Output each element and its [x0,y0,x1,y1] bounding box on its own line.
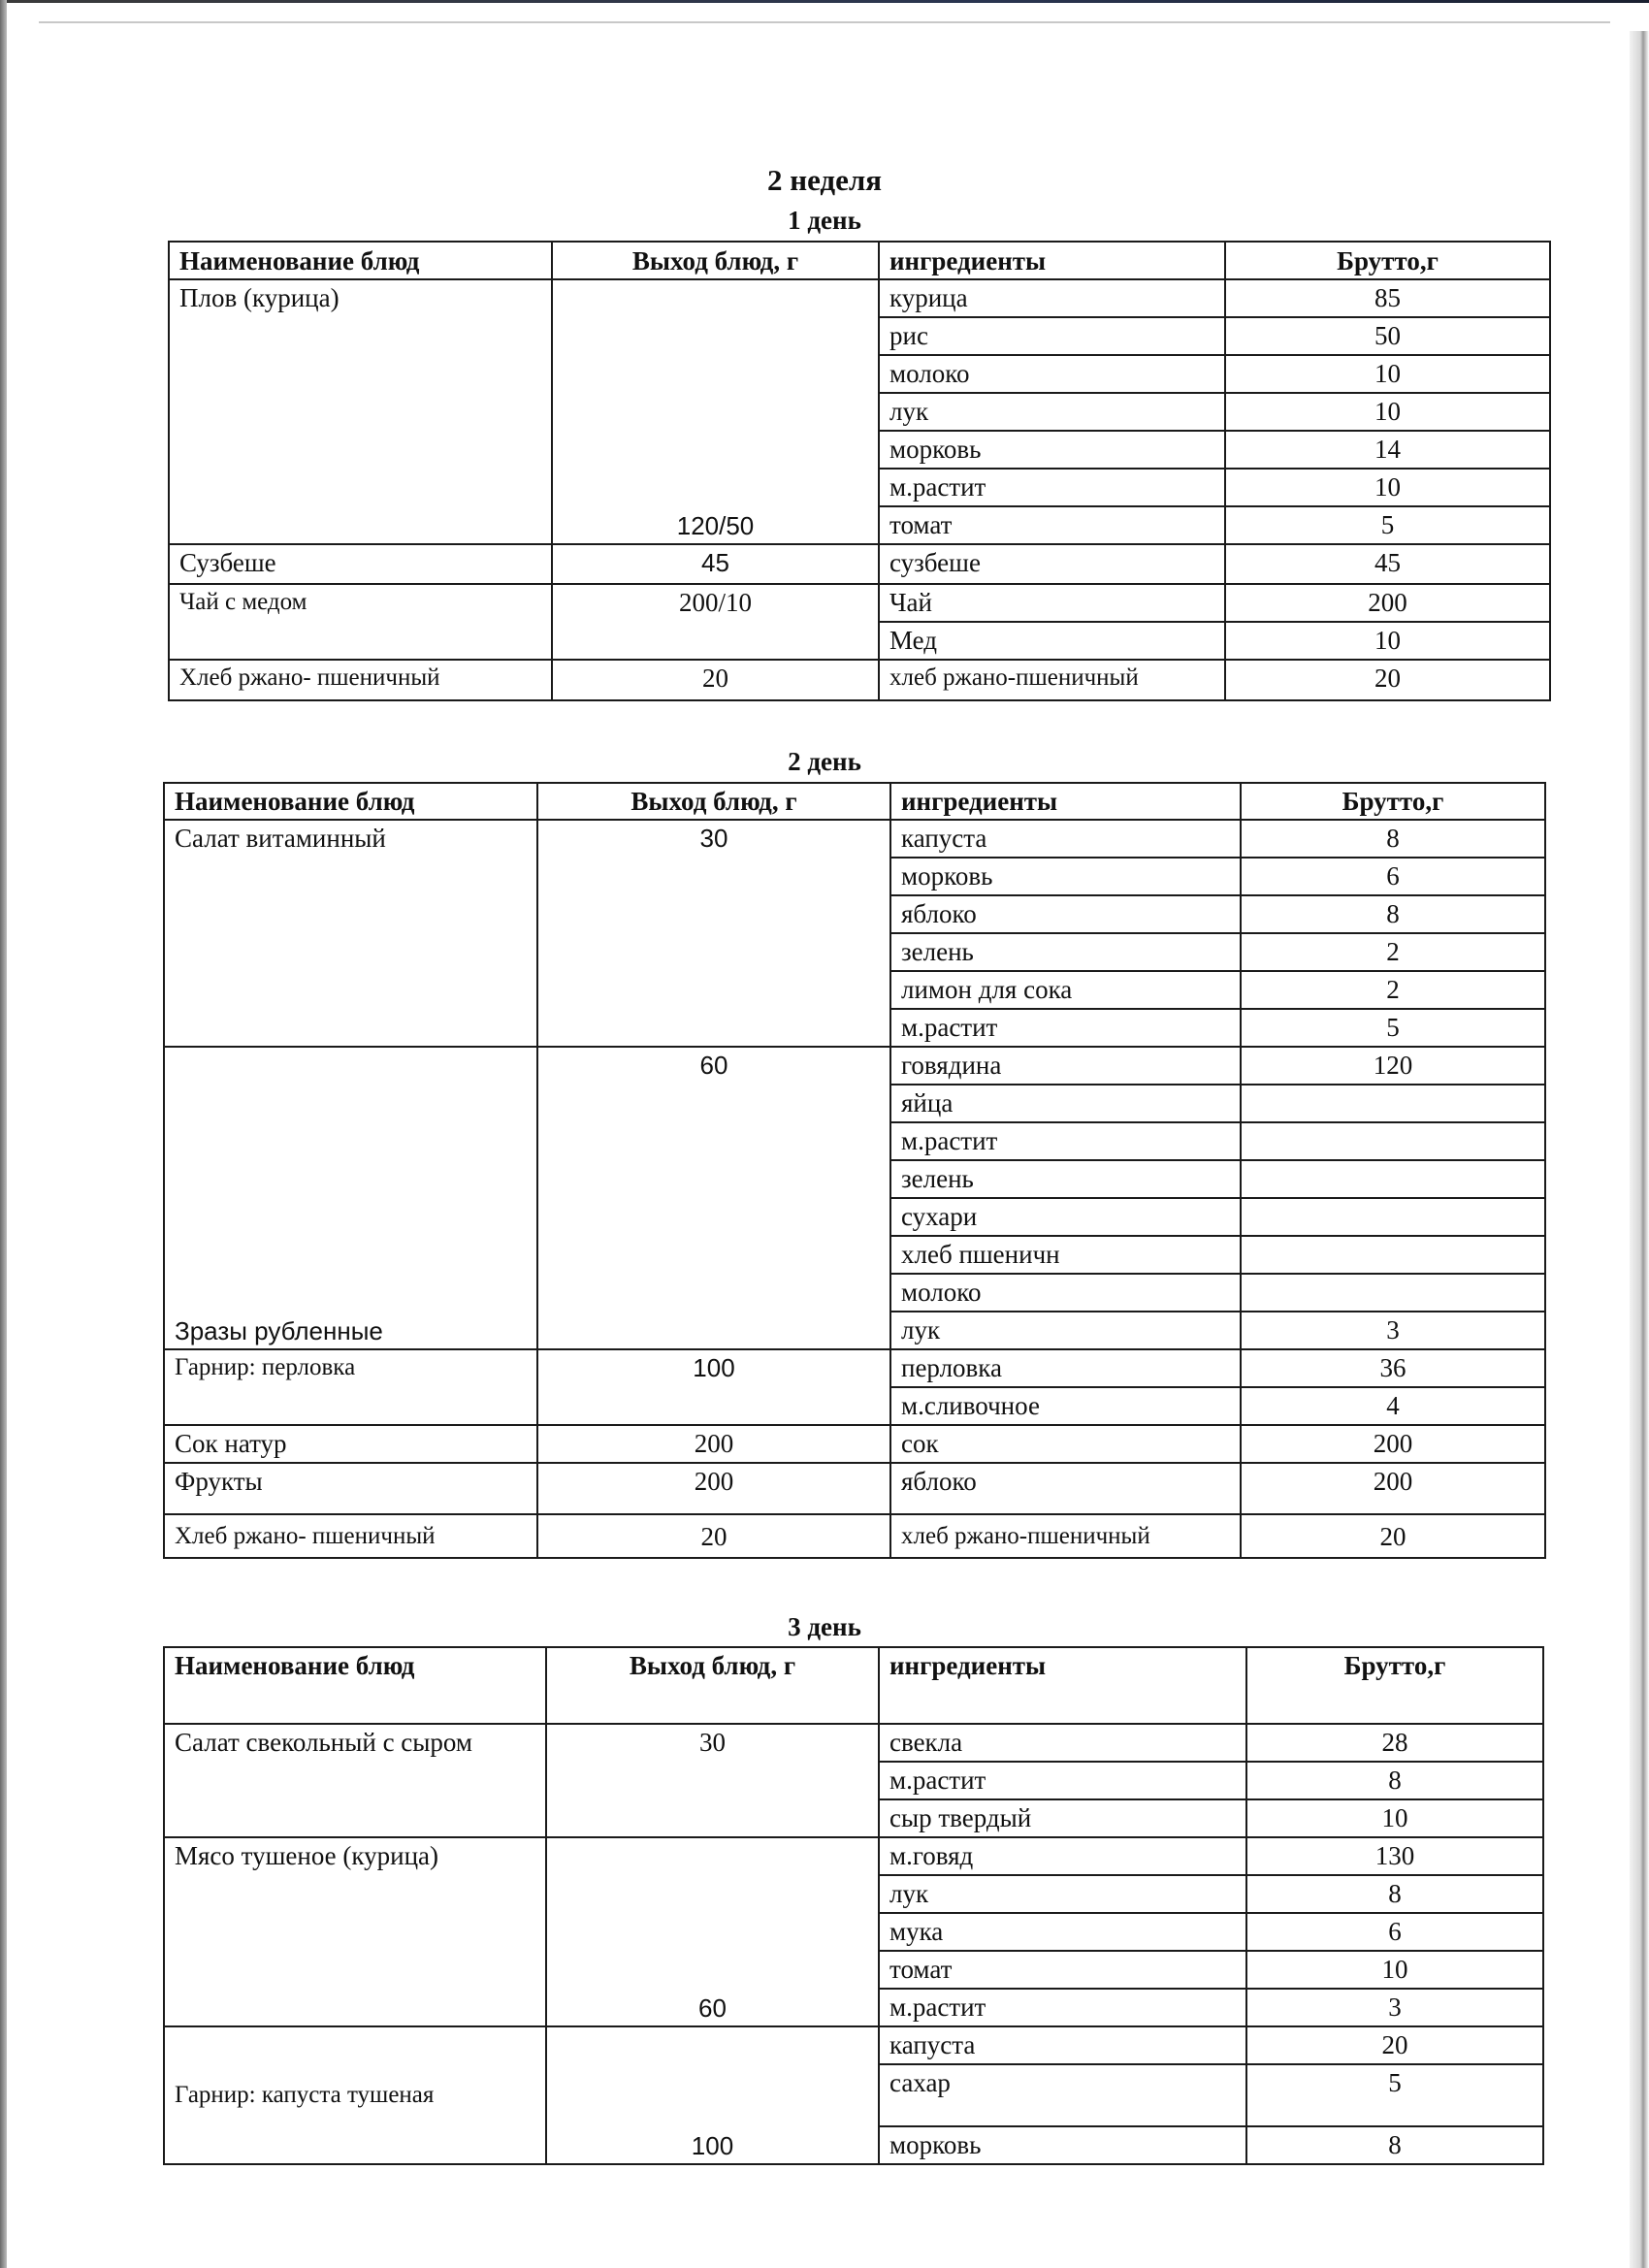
ingredient-brutto: 28 [1246,1724,1543,1762]
dish-name: Салат витаминный [164,820,537,1047]
ingredient-brutto [1241,1274,1545,1312]
header-yield: Выход блюд, г [546,1647,879,1724]
day-3-table [163,1646,1544,2165]
scan-top-band [0,0,1649,3]
ingredient-brutto: 6 [1241,858,1545,895]
ingredient-name: м.растит [879,469,1225,506]
ingredient-brutto: 10 [1246,1951,1543,1989]
dish-yield: 200/10 [552,584,879,660]
ingredient-name: яблоко [890,895,1241,933]
header-yield: Выход блюд, г [552,242,879,279]
ingredient-name: м.растит [879,1989,1246,2026]
ingredient-brutto: 36 [1241,1349,1545,1387]
ingredient-name: Чай [879,584,1225,622]
ingredient-brutto: 120 [1241,1047,1545,1085]
dish-name: Зразы рубленные [164,1047,537,1349]
ingredient-brutto: 2 [1241,933,1545,971]
header-dish-name: Наименование блюд [164,1647,546,1724]
ingredient-brutto: 50 [1225,317,1550,355]
dish-yield: 60 [537,1047,890,1349]
ingredient-name: томат [879,1951,1246,1989]
ingredient-name: м.растит [890,1122,1241,1160]
ingredient-name: Мед [879,622,1225,660]
ingredient-name: курица [879,279,1225,317]
ingredient-brutto: 20 [1241,1514,1545,1558]
dish-yield: 20 [537,1514,890,1558]
ingredient-brutto: 10 [1225,393,1550,431]
page-title: 2 неделя [766,163,883,197]
scan-left-edge [0,0,7,2268]
ingredient-name: м.растит [879,1762,1246,1799]
dish-name: Чай с медом [169,584,552,660]
ingredient-brutto: 20 [1246,2026,1543,2064]
table-row [169,279,1550,317]
day-3-title: 3 день [788,1612,861,1641]
dish-name: Хлеб ржано- пшеничный [169,660,552,700]
ingredient-name: морковь [879,2126,1246,2164]
scan-right-edge [1630,31,1649,2268]
ingredient-name: рис [879,317,1225,355]
ingredient-name: сыр твердый [879,1799,1246,1837]
ingredient-name: яйца [890,1085,1241,1122]
dish-name: Салат свекольный с сыром [164,1724,546,1837]
ingredient-name: мука [879,1913,1246,1951]
ingredient-brutto: 200 [1241,1425,1545,1463]
dish-name: Гарнир: капуста тушеная [164,2026,546,2164]
ingredient-brutto: 45 [1225,544,1550,584]
table-row [164,1724,1543,1762]
dish-name: Плов (курица) [169,279,552,544]
header-dish-name: Наименование блюд [164,783,537,820]
ingredient-name: говядина [890,1047,1241,1085]
header-yield: Выход блюд, г [537,783,890,820]
day-1-title: 1 день [788,206,861,235]
ingredient-brutto [1241,1236,1545,1274]
table-header-row [164,783,1545,820]
ingredient-brutto: 85 [1225,279,1550,317]
ingredient-name: свекла [879,1724,1246,1762]
ingredient-name: морковь [879,431,1225,469]
day-2-title: 2 день [788,747,861,776]
table-row [164,1349,1545,1387]
table-row [169,660,1550,700]
ingredient-brutto: 3 [1241,1312,1545,1349]
dish-name: Хлеб ржано- пшеничный [164,1514,537,1558]
ingredient-brutto: 10 [1225,622,1550,660]
ingredient-name: лук [879,393,1225,431]
header-ingredients: ингредиенты [879,242,1225,279]
table-row [169,544,1550,584]
ingredient-brutto: 8 [1241,895,1545,933]
dish-yield: 100 [537,1349,890,1425]
header-ingredients: ингредиенты [890,783,1241,820]
table-row [164,1425,1545,1463]
ingredient-name: морковь [890,858,1241,895]
dish-name: Гарнир: перловка [164,1349,537,1425]
ingredient-name: м.растит [890,1009,1241,1047]
scan-fold-line [39,21,1610,23]
table-row [169,584,1550,622]
ingredient-brutto: 14 [1225,431,1550,469]
ingredient-name: хлеб пшеничн [890,1236,1241,1274]
day-2-table [163,782,1546,1559]
ingredient-brutto: 200 [1241,1463,1545,1514]
header-brutto: Брутто,г [1225,242,1550,279]
ingredient-name: хлеб ржано-пшеничный [879,660,1225,700]
ingredient-brutto: 5 [1241,1009,1545,1047]
ingredient-name: молоко [879,355,1225,393]
table-row [164,1463,1545,1514]
ingredient-brutto: 4 [1241,1387,1545,1425]
ingredient-brutto [1241,1122,1545,1160]
ingredient-brutto: 2 [1241,971,1545,1009]
ingredient-name: перловка [890,1349,1241,1387]
ingredient-name: лук [890,1312,1241,1349]
ingredient-brutto: 8 [1246,1875,1543,1913]
header-ingredients: ингредиенты [879,1647,1246,1724]
ingredient-name: м.сливочное [890,1387,1241,1425]
table-header-row [164,1647,1543,1724]
table-row [164,2026,1543,2064]
ingredient-brutto: 6 [1246,1913,1543,1951]
ingredient-name: сок [890,1425,1241,1463]
ingredient-name: хлеб ржано-пшеничный [890,1514,1241,1558]
ingredient-name: капуста [879,2026,1246,2064]
table-row [164,1837,1543,1875]
ingredient-name: сузбеше [879,544,1225,584]
ingredient-brutto: 8 [1246,2126,1543,2164]
table-row [164,1514,1545,1558]
ingredient-brutto: 3 [1246,1989,1543,2026]
dish-yield: 20 [552,660,879,700]
dish-yield: 30 [537,820,890,1047]
dish-name: Мясо тушеное (курица) [164,1837,546,2026]
header-dish-name: Наименование блюд [169,242,552,279]
ingredient-name: зелень [890,1160,1241,1198]
ingredient-brutto: 200 [1225,584,1550,622]
dish-yield: 30 [546,1724,879,1837]
ingredient-name: молоко [890,1274,1241,1312]
table-row [164,820,1545,858]
ingredient-name: зелень [890,933,1241,971]
ingredient-name: м.говяд [879,1837,1246,1875]
dish-yield: 120/50 [552,279,879,544]
ingredient-brutto [1241,1198,1545,1236]
ingredient-name: лук [879,1875,1246,1913]
ingredient-brutto: 8 [1241,820,1545,858]
dish-name: Сузбеше [169,544,552,584]
ingredient-name: капуста [890,820,1241,858]
dish-name: Сок натур [164,1425,537,1463]
dish-yield: 200 [537,1463,890,1514]
ingredient-brutto: 5 [1246,2064,1543,2126]
ingredient-brutto [1241,1085,1545,1122]
dish-yield: 100 [546,2026,879,2164]
dish-yield: 60 [546,1837,879,2026]
ingredient-brutto: 10 [1225,355,1550,393]
ingredient-brutto [1241,1160,1545,1198]
ingredient-brutto: 8 [1246,1762,1543,1799]
ingredient-brutto: 20 [1225,660,1550,700]
dish-name: Фрукты [164,1463,537,1514]
ingredient-brutto: 5 [1225,506,1550,544]
day-1-table [168,241,1551,701]
ingredient-name: лимон для сока [890,971,1241,1009]
table-row [164,1047,1545,1085]
ingredient-brutto: 10 [1246,1799,1543,1837]
dish-yield: 45 [552,544,879,584]
ingredient-brutto: 130 [1246,1837,1543,1875]
header-brutto: Брутто,г [1241,783,1545,820]
ingredient-name: яблоко [890,1463,1241,1514]
dish-yield: 200 [537,1425,890,1463]
header-brutto: Брутто,г [1246,1647,1543,1724]
ingredient-brutto: 10 [1225,469,1550,506]
ingredient-name: сахар [879,2064,1246,2126]
ingredient-name: томат [879,506,1225,544]
table-header-row [169,242,1550,279]
ingredient-name: сухари [890,1198,1241,1236]
